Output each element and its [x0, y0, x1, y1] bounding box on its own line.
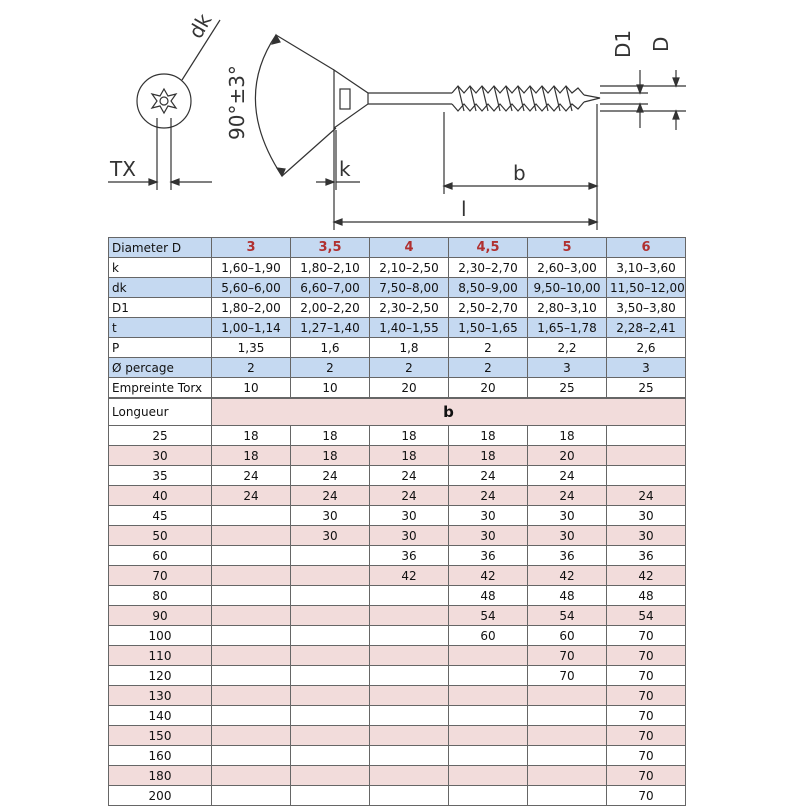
b-value-cell: 30 [528, 526, 607, 546]
length-value: 80 [109, 586, 212, 606]
b-value-cell: 18 [449, 446, 528, 466]
b-value-cell: 48 [528, 586, 607, 606]
b-value-cell [449, 666, 528, 686]
b-value-cell: 18 [528, 426, 607, 446]
spec-cell: 5,60–6,00 [212, 278, 291, 298]
b-value-cell [212, 786, 291, 806]
row-label: P [109, 338, 212, 358]
d1-label: D1 [611, 29, 635, 58]
length-value: 60 [109, 546, 212, 566]
spec-cell: 6,60–7,00 [291, 278, 370, 298]
b-value-cell: 42 [449, 566, 528, 586]
b-value-cell [291, 606, 370, 626]
dimension-spec-table [108, 237, 686, 398]
d-dimensions [600, 70, 686, 130]
b-value-cell [528, 706, 607, 726]
length-value: 150 [109, 726, 212, 746]
b-value-cell: 24 [370, 486, 449, 506]
spec-cell: 1,80–2,10 [291, 258, 370, 278]
b-value-cell [370, 666, 449, 686]
table-row [109, 686, 686, 706]
diameter-header-row [109, 238, 686, 258]
k-label: k [339, 157, 351, 181]
b-value-cell [291, 686, 370, 706]
row-label: D1 [109, 298, 212, 318]
b-value-cell: 70 [607, 726, 686, 746]
b-value-cell [370, 626, 449, 646]
b-value-cell [212, 666, 291, 686]
b-value-cell: 54 [449, 606, 528, 626]
b-value-cell [449, 766, 528, 786]
b-value-cell: 24 [528, 466, 607, 486]
length-header-row [109, 399, 686, 426]
spec-row-torx [109, 378, 686, 398]
row-label: Ø percage [109, 358, 212, 378]
table-row [109, 666, 686, 686]
spec-cell: 2,28–2,41 [607, 318, 686, 338]
b-value-cell [607, 426, 686, 446]
row-label: k [109, 258, 212, 278]
table-row [109, 706, 686, 726]
spec-cell: 2,50–2,70 [449, 298, 528, 318]
b-value-cell [212, 646, 291, 666]
table-row [109, 726, 686, 746]
b-value-cell: 30 [370, 506, 449, 526]
b-value-cell: 70 [607, 686, 686, 706]
b-value-cell: 70 [607, 666, 686, 686]
b-value-cell: 36 [449, 546, 528, 566]
b-value-cell [449, 706, 528, 726]
spec-row-p [109, 338, 686, 358]
d-label: D [649, 36, 673, 52]
b-value-cell [291, 626, 370, 646]
length-value: 30 [109, 446, 212, 466]
b-value-cell [291, 786, 370, 806]
b-value-cell: 48 [607, 586, 686, 606]
spec-cell: 1,80–2,00 [212, 298, 291, 318]
spec-cell: 7,50–8,00 [370, 278, 449, 298]
screw-side-view [334, 70, 600, 128]
b-value-cell: 30 [449, 526, 528, 546]
spec-cell: 1,6 [291, 338, 370, 358]
b-value-cell: 24 [291, 486, 370, 506]
b-value-cell [528, 766, 607, 786]
b-value-cell [212, 686, 291, 706]
spec-cell: 1,50–1,65 [449, 318, 528, 338]
length-table-body [109, 426, 686, 806]
b-value-cell: 30 [370, 526, 449, 546]
table-row [109, 626, 686, 646]
diameter-value: 4,5 [449, 238, 528, 258]
spec-cell: 3,50–3,80 [607, 298, 686, 318]
b-value-cell [370, 686, 449, 706]
length-value: 200 [109, 786, 212, 806]
dk-label: dk [183, 9, 217, 43]
table-row [109, 546, 686, 566]
b-value-cell [291, 666, 370, 686]
b-value-cell: 70 [607, 746, 686, 766]
b-value-cell [370, 646, 449, 666]
spec-row-percage [109, 358, 686, 378]
b-value-cell [291, 706, 370, 726]
spec-row-k [109, 258, 686, 278]
b-value-cell: 60 [528, 626, 607, 646]
table-row [109, 586, 686, 606]
length-value: 45 [109, 506, 212, 526]
spec-cell: 1,27–1,40 [291, 318, 370, 338]
b-value-cell: 70 [607, 786, 686, 806]
length-value: 160 [109, 746, 212, 766]
b-value-cell [291, 646, 370, 666]
length-value: 130 [109, 686, 212, 706]
b-value-cell: 30 [291, 526, 370, 546]
b-label: b [513, 161, 526, 185]
row-label: t [109, 318, 212, 338]
length-value: 100 [109, 626, 212, 646]
b-value-cell: 18 [370, 426, 449, 446]
diameter-value: 3,5 [291, 238, 370, 258]
b-value-cell [212, 766, 291, 786]
b-value-cell: 54 [528, 606, 607, 626]
k-dimension [316, 128, 360, 230]
diameter-value: 3 [212, 238, 291, 258]
b-value-cell [370, 606, 449, 626]
table-row [109, 766, 686, 786]
b-value-cell: 30 [528, 506, 607, 526]
b-value-cell: 30 [607, 526, 686, 546]
b-value-cell: 70 [528, 666, 607, 686]
b-value-cell [370, 586, 449, 606]
b-value-cell [291, 586, 370, 606]
spec-cell: 10 [212, 378, 291, 398]
b-value-cell [212, 546, 291, 566]
spec-cell: 2 [291, 358, 370, 378]
spec-cell: 1,65–1,78 [528, 318, 607, 338]
b-value-cell: 48 [449, 586, 528, 606]
diameter-value: 5 [528, 238, 607, 258]
b-value-cell [370, 766, 449, 786]
angle-label: 90°±3° [225, 65, 249, 140]
spec-cell: 2 [449, 338, 528, 358]
length-value: 40 [109, 486, 212, 506]
b-value-cell: 30 [449, 506, 528, 526]
table-row [109, 446, 686, 466]
spec-cell: 2,30–2,70 [449, 258, 528, 278]
b-value-cell: 42 [607, 566, 686, 586]
spec-cell: 25 [607, 378, 686, 398]
b-value-cell: 18 [291, 446, 370, 466]
b-value-cell [212, 626, 291, 646]
table-row [109, 526, 686, 546]
longueur-header: Longueur [109, 399, 212, 426]
spec-cell: 2,10–2,50 [370, 258, 449, 278]
b-value-cell: 24 [212, 466, 291, 486]
b-value-cell: 54 [607, 606, 686, 626]
b-value-cell: 18 [212, 426, 291, 446]
spec-cell: 2,2 [528, 338, 607, 358]
b-value-cell: 36 [370, 546, 449, 566]
b-value-cell [212, 526, 291, 546]
row-label: Empreinte Torx [109, 378, 212, 398]
length-value: 120 [109, 666, 212, 686]
length-value: 140 [109, 706, 212, 726]
table-row [109, 426, 686, 446]
length-value: 110 [109, 646, 212, 666]
spec-cell: 20 [449, 378, 528, 398]
spec-cell: 20 [370, 378, 449, 398]
spec-cell: 2,80–3,10 [528, 298, 607, 318]
row-label: dk [109, 278, 212, 298]
b-value-cell [291, 746, 370, 766]
spec-cell: 1,00–1,14 [212, 318, 291, 338]
length-value: 25 [109, 426, 212, 446]
b-value-cell [212, 586, 291, 606]
b-value-cell: 24 [528, 486, 607, 506]
b-value-cell [370, 746, 449, 766]
b-value-cell: 24 [291, 466, 370, 486]
b-value-cell [370, 706, 449, 726]
spec-cell: 10 [291, 378, 370, 398]
b-value-cell: 20 [528, 446, 607, 466]
length-value: 180 [109, 766, 212, 786]
spec-cell: 25 [528, 378, 607, 398]
table-row [109, 506, 686, 526]
spec-cell: 2 [212, 358, 291, 378]
b-value-cell [607, 446, 686, 466]
b-value-cell [212, 746, 291, 766]
b-value-cell: 18 [370, 446, 449, 466]
spec-cell: 11,50–12,00 [607, 278, 686, 298]
b-value-cell: 24 [449, 466, 528, 486]
b-value-cell: 36 [607, 546, 686, 566]
spec-cell: 2,6 [607, 338, 686, 358]
table-row [109, 646, 686, 666]
b-value-cell [291, 566, 370, 586]
b-value-cell: 18 [212, 446, 291, 466]
table-row [109, 466, 686, 486]
b-value-cell: 24 [212, 486, 291, 506]
spec-cell: 2 [370, 358, 449, 378]
b-value-cell: 36 [528, 546, 607, 566]
b-value-cell [212, 606, 291, 626]
diameter-value: 4 [370, 238, 449, 258]
table-row [109, 566, 686, 586]
b-value-cell [291, 726, 370, 746]
b-value-cell [528, 746, 607, 766]
table-row [109, 486, 686, 506]
b-value-cell [212, 706, 291, 726]
b-value-cell: 18 [449, 426, 528, 446]
b-value-cell [370, 726, 449, 746]
b-value-cell [449, 786, 528, 806]
b-value-cell [370, 786, 449, 806]
b-value-cell [449, 746, 528, 766]
length-value: 90 [109, 606, 212, 626]
spec-cell: 1,60–1,90 [212, 258, 291, 278]
b-value-cell: 30 [291, 506, 370, 526]
b-value-cell: 70 [528, 646, 607, 666]
b-value-cell [528, 726, 607, 746]
b-value-cell [212, 566, 291, 586]
tx-label: TX [110, 157, 136, 181]
table-row [109, 746, 686, 766]
b-value-cell [212, 726, 291, 746]
spec-cell: 1,35 [212, 338, 291, 358]
length-value: 70 [109, 566, 212, 586]
b-value-cell [291, 766, 370, 786]
b-value-cell: 24 [607, 486, 686, 506]
b-value-cell: 24 [449, 486, 528, 506]
spec-cell: 1,40–1,55 [370, 318, 449, 338]
b-value-cell: 70 [607, 706, 686, 726]
length-value: 35 [109, 466, 212, 486]
spec-row-t [109, 318, 686, 338]
spec-cell: 2,00–2,20 [291, 298, 370, 318]
spec-cell: 3 [607, 358, 686, 378]
b-value-cell: 70 [607, 646, 686, 666]
b-value-cell [291, 546, 370, 566]
spec-row-dk [109, 278, 686, 298]
spec-cell: 9,50–10,00 [528, 278, 607, 298]
spec-cell: 1,8 [370, 338, 449, 358]
b-value-cell: 42 [370, 566, 449, 586]
b-value-cell [449, 686, 528, 706]
thread-length-table [108, 398, 686, 806]
table-row [109, 606, 686, 626]
b-header: b [212, 399, 686, 426]
b-value-cell: 24 [370, 466, 449, 486]
spec-cell: 8,50–9,00 [449, 278, 528, 298]
angle-dimension [255, 35, 336, 176]
spec-row-d1 [109, 298, 686, 318]
spec-cell: 2,60–3,00 [528, 258, 607, 278]
b-value-cell [528, 686, 607, 706]
table-row [109, 786, 686, 806]
spec-cell: 2,30–2,50 [370, 298, 449, 318]
b-value-cell: 18 [291, 426, 370, 446]
l-label: l [461, 197, 467, 221]
b-value-cell [449, 646, 528, 666]
b-value-cell [528, 786, 607, 806]
length-value: 50 [109, 526, 212, 546]
diameter-value: 6 [607, 238, 686, 258]
b-value-cell: 30 [607, 506, 686, 526]
b-value-cell [449, 726, 528, 746]
b-value-cell: 70 [607, 766, 686, 786]
screw-technical-drawing [0, 0, 810, 236]
b-value-cell: 42 [528, 566, 607, 586]
b-value-cell [607, 466, 686, 486]
spec-cell: 3 [528, 358, 607, 378]
b-value-cell: 60 [449, 626, 528, 646]
row-label: Diameter D [109, 238, 212, 258]
spec-cell: 3,10–3,60 [607, 258, 686, 278]
b-value-cell: 70 [607, 626, 686, 646]
spec-cell: 2 [449, 358, 528, 378]
b-value-cell [212, 506, 291, 526]
